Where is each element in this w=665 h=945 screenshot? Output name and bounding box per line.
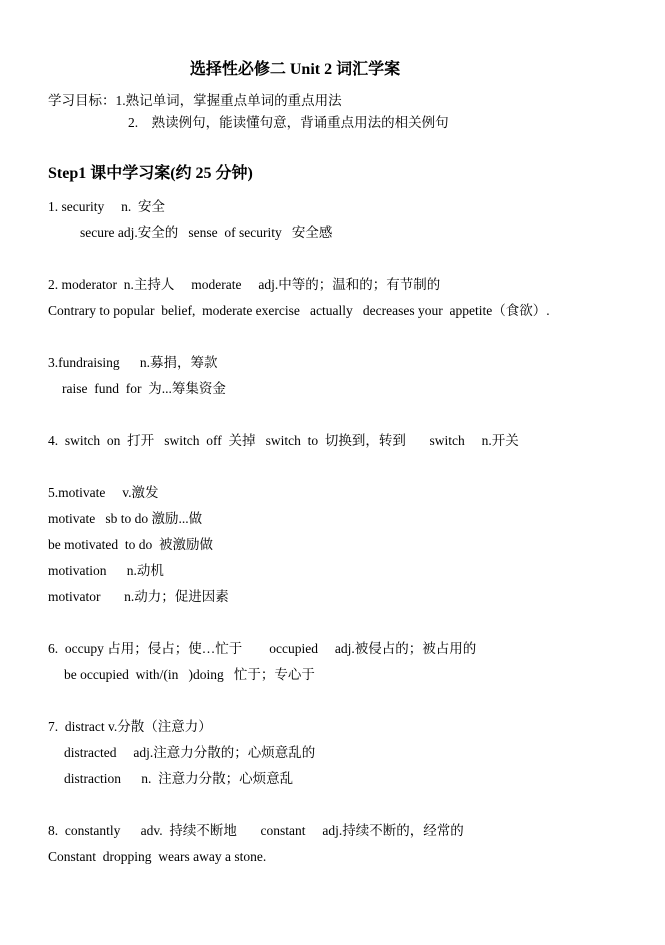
item-5-line-4: motivation n.动机 (48, 563, 164, 578)
item-1-line-1: 1. security n. 安全 (48, 199, 165, 214)
item-3-line-1: 3.fundraising n.募捐，筹款 (48, 355, 218, 370)
step-heading: Step1 课中学习案(约 25 分钟) (48, 165, 253, 182)
item-5-line-2: motivate sb to do 激励...做 (48, 511, 203, 526)
item-6-line-1: 6. occupy 占用；侵占；使…忙于 occupied adj.被侵占的；被占用的 (48, 641, 477, 656)
item-2-line-1: 2. moderator n.主持人 moderate adj.中等的；温和的；有节制的 (48, 277, 441, 292)
objective-line-2: 2. 熟读例句，能读懂句意，背诵重点用法的相关例句 (128, 115, 449, 130)
item-7-line-2: distracted adj.注意力分散的；心烦意乱的 (64, 745, 316, 760)
item-6-line-2: be occupied with/(in )doing 忙于；专心于 (64, 667, 315, 682)
item-8-line-2: Constant dropping wears away a stone. (48, 849, 267, 864)
page-title: 选择性必修二 Unit 2 词汇学案 (189, 61, 401, 78)
item-8-line-1: 8. constantly adv. 持续不断地 constant adj.持续不断的，经常的 (48, 823, 464, 838)
item-4-line-1: 4. switch on 打开 switch off 关掉 switch to 切换到，转到 switch n.开关 (48, 433, 519, 448)
objective-line-1: 学习目标：1.熟记单词，掌握重点单词的重点用法 (48, 93, 342, 108)
item-3-line-2: raise fund for 为...筹集资金 (62, 381, 226, 396)
item-5-line-3: be motivated to do 被激励做 (48, 537, 213, 552)
item-5-line-1: 5.motivate v.激发 (48, 485, 159, 500)
item-1-line-2: secure adj.安全的 sense of security 安全感 (80, 225, 333, 240)
item-7-line-1: 7. distract v.分散（注意力） (48, 719, 212, 734)
item-5-line-5: motivator n.动力；促进因素 (48, 589, 229, 604)
item-7-line-3: distraction n. 注意力分散；心烦意乱 (64, 771, 294, 786)
item-2-line-2: Contrary to popular belief, moderate exercise actually decreases your appetite（食欲）. (48, 303, 550, 318)
